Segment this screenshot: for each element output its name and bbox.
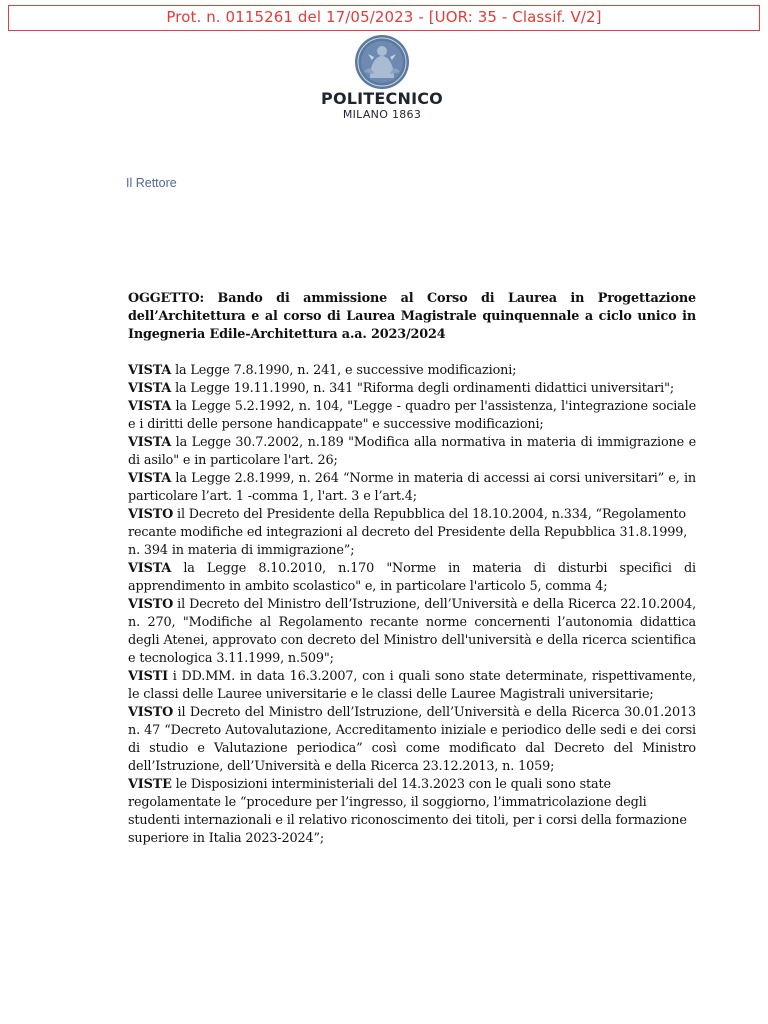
paragraph-text: le Disposizioni interministeriali del 14.3.2023 con le quali sono state regolamentate le “procedure per l’ingresso, il soggiorno, l’immatricolazione degli studenti internazionali e il relativo riconoscimento dei titoli, per i corsi della formazione superiore in Italia 2023-2024”;: [128, 777, 687, 846]
paragraph-text: i DD.MM. in data 16.3.2007, con i quali sono state determinate, rispettivamente, le classi delle Lauree universitarie e le classi delle Lauree Magistrali universitarie;: [128, 669, 696, 702]
paragraph-text: la Legge 5.2.1992, n. 104, "Legge - quadro per l'assistenza, l'integrazione sociale e i diritti delle persone handicappate" e successive modificazioni;: [128, 399, 696, 432]
paragraph-keyword: VISTO: [128, 705, 174, 720]
paragraph-keyword: VISTI: [128, 669, 168, 684]
rettore-label: Il Rettore: [126, 176, 177, 190]
logo-city: MILANO 1863: [342, 108, 422, 121]
politecnico-seal-icon: [350, 34, 414, 90]
paragraph: [128, 560, 696, 596]
paragraph-keyword: VISTO: [128, 507, 174, 522]
paragraph-keyword: VISTA: [128, 399, 172, 414]
paragraph: [128, 704, 696, 776]
document-body: [128, 290, 696, 848]
paragraph-text: il Decreto del Ministro dell’Istruzione, dell’Università e della Ricerca 30.01.2013 n. 47 “Decreto Autovalutazione, Accreditamento iniziale e periodico delle sedi e dei corsi di studio e Valutazione periodica” così come modificato dal Decreto del Ministro dell’Istruzione, dell’Università e della Ricerca 23.12.2013, n. 1059;: [128, 705, 696, 774]
paragraph-text: il Decreto del Ministro dell’Istruzione, dell’Università e della Ricerca 22.10.2004, n. 270, "Modifiche al Regolamento recante norme concernenti l’autonomia didattica degli Atenei, approvato con decreto del Ministro dell'università e della ricerca scientifica e tecnologica 3.11.1999, n.509";: [128, 597, 696, 666]
paragraph: [128, 506, 696, 560]
paragraph-keyword: VISTA: [128, 363, 172, 378]
paragraph-text: la Legge 19.11.1990, n. 341 "Riforma degli ordinamenti didattici universitari";: [171, 381, 674, 396]
paragraph-text: la Legge 2.8.1999, n. 264 “Norme in materia di accessi ai corsi universitari” e, in particolare l’art. 1 -comma 1, l'art. 3 e l’art.4;: [128, 471, 696, 504]
paragraph-text: la Legge 8.10.2010, n.170 "Norme in materia di disturbi specifici di apprendimento in ambito scolastico" e, in particolare l'articolo 5, comma 4;: [128, 561, 696, 594]
paragraph-keyword: VISTA: [128, 435, 172, 450]
paragraph-text: il Decreto del Presidente della Repubblica del 18.10.2004, n.334, “Regolamento recante modifiche ed integrazioni al decreto del Presidente della Repubblica 31.8.1999, n. 394 in materia di immigrazione”;: [128, 507, 688, 558]
paragraph: [128, 668, 696, 704]
paragraph: [128, 380, 696, 398]
paragraph-text: la Legge 30.7.2002, n.189 "Modifica alla normativa in materia di immigrazione e di asilo" e in particolare l'art. 26;: [128, 435, 696, 468]
paragraph: [128, 398, 696, 434]
paragraph: [128, 776, 696, 848]
protocol-stamp: Prot. n. 0115261 del 17/05/2023 - [UOR: 35 - Classif. V/2]: [8, 5, 760, 31]
paragraph-keyword: VISTA: [128, 561, 172, 576]
paragraph-keyword: VISTA: [128, 381, 172, 396]
subject-heading: OGGETTO: Bando di ammissione al Corso di Laurea in Progettazione dell’Architettura e al corso di Laurea Magistrale quinquennale a ciclo unico in Ingegneria Edile-Architettura a.a. 2023/2024: [128, 291, 696, 342]
paragraph: [128, 470, 696, 506]
politecnico-logo: [318, 34, 446, 124]
paragraph: [128, 362, 696, 380]
paragraph-text: la Legge 7.8.1990, n. 241, e successive modificazioni;: [171, 363, 517, 378]
paragraph: [128, 434, 696, 470]
logo-name: POLITECNICO: [321, 89, 443, 108]
paragraph-keyword: VISTE: [128, 777, 172, 792]
paragraph-keyword: VISTO: [128, 597, 174, 612]
paragraph-keyword: VISTA: [128, 471, 172, 486]
paragraph: [128, 596, 696, 668]
